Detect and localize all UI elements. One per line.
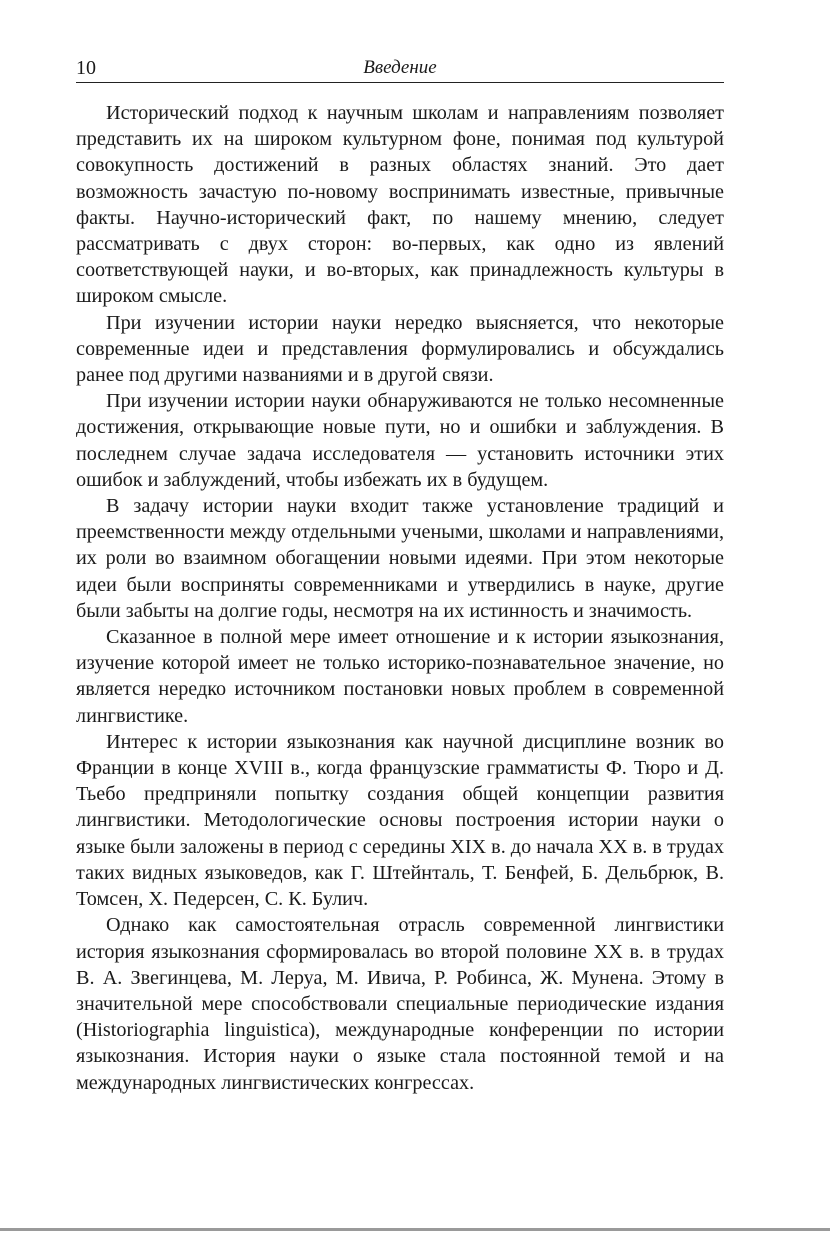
page-number: 10 — [76, 57, 96, 79]
page-bottom-edge — [0, 1228, 830, 1231]
paragraph: При изучении истории науки обнаруживаются не только несомненные достижения, открывающие новые пути, но и ошибки и заблуждения. В последнем случае задача исследователя — установить источники этих ошибок и заблуждений, чтобы избежать их в будущем. — [76, 390, 724, 491]
section-title: Введение — [363, 57, 437, 78]
paragraph: Интерес к истории языкознания как научной дисциплине возник во Франции в конце XVIII в., когда французские грамматисты Ф. Тюро и Д. Тьебо предприняли попытку создания общей концепции развития лингвистики. Методологические основы построения истории науки о языке были заложены в период с середины XIX в. до начала XX в. в трудах таких видных языковедов, как Г. Штейнталь, Т. Бенфей, Б. Дельбрюк, В. Томсен, Х. Педерсен, С. К. Булич. — [76, 730, 724, 911]
paragraph: В задачу истории науки входит также установление традиций и преемственности между отдельными учеными, школами и направлениями, их роли во взаимном обогащении новыми идеями. При этом некоторые идеи были восприняты современниками и утвердились в науке, другие были забыты на долгие годы, несмотря на их истинность и значимость. — [76, 495, 724, 622]
paragraph: Однако как самостоятельная отрасль современной лингвистики история языкознания сформировалась во второй половине XX в. в трудах В. А. Звегинцева, М. Леруа, М. Ивича, Р. Робинса, Ж. Мунена. Этому в значительной мере способствовали специальные периодические издания (Historiographia linguistica), международные конференции по истории языкознания. История науки о языке стала постоянной темой и на международных лингвистических конгрессах. — [76, 914, 724, 1094]
paragraph: При изучении истории науки нередко выясняется, что некоторые современные идеи и представления формулировались и обсуждались ранее под другими названиями и в другой связи. — [76, 311, 724, 387]
paragraph: Исторический подход к научным школам и направлениям позволяет представить их на широком культурном фоне, понимая под культурой совокупность достижений в разных областях знаний. Это дает возможность зачастую по-новому воспринимать известные, привычные факты. Научно-исторический факт, по нашему мнению, следует рассматривать с двух сторон: во-первых, как одно из явлений соответствующей науки, и во-вторых, как принадлежность культуры в широком смысле. — [76, 102, 724, 308]
paragraph: Сказанное в полной мере имеет отношение и к истории языкознания, изучение которой имеет не только историко-познавательное значение, но является нередко источником постановки новых проблем в современной лингвистике. — [76, 626, 724, 727]
body-text — [76, 100, 724, 1096]
running-header — [76, 56, 724, 83]
